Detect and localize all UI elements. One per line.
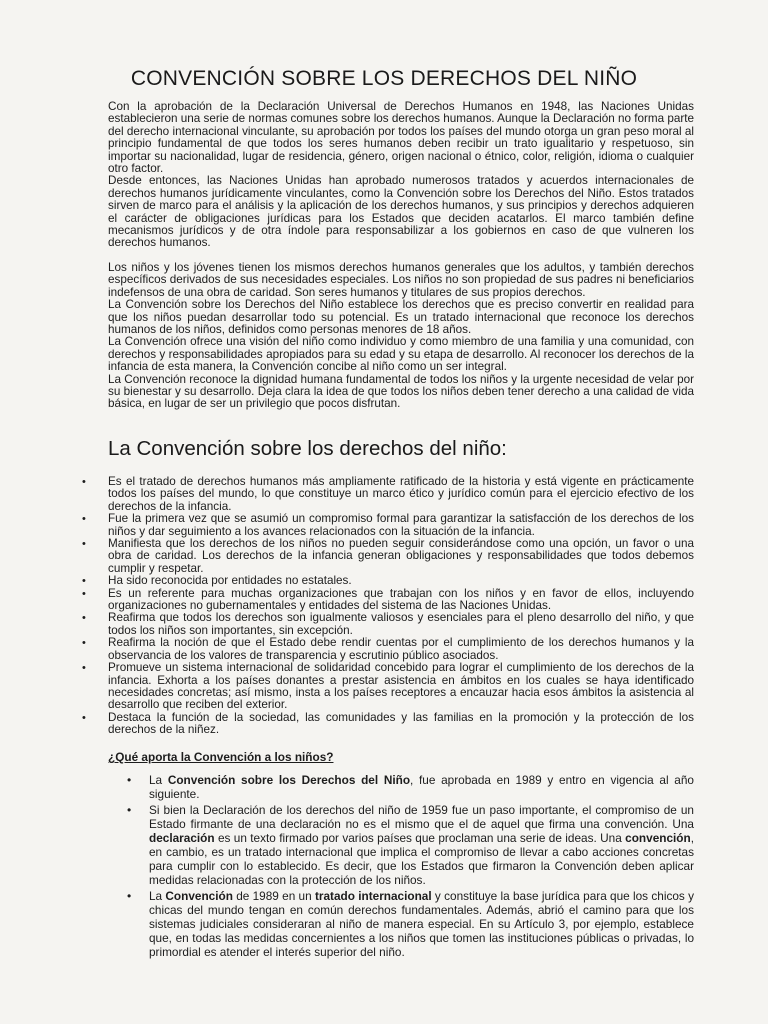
question-heading: ¿Qué aporta la Convención a los niños? <box>108 750 334 764</box>
list-item <box>124 803 694 887</box>
text-run: , fue aprobada en 1989 y entro en vigencia al año siguiente. <box>149 773 694 801</box>
list-item: • Es un referente para muchas organizaciones que trabajan con los niños y en favor de ellos, incluyendo organizaciones no gubernamentales y entidades del sistema de las Naciones Unidas. <box>82 588 694 613</box>
section-list <box>124 773 694 961</box>
page-title: CONVENCIÓN SOBRE LOS DERECHOS DEL NIÑO <box>130 67 638 90</box>
list-item: • Destaca la función de la sociedad, las comunidades y las familias en la promoción y la protección de los derechos de la niñez. <box>82 712 694 737</box>
text-run: de 1989 en un <box>232 889 315 903</box>
bold-text: Convención <box>165 889 233 903</box>
text-run: Si bien la Declaración de los derechos del niño de 1959 fue un paso importante, el compromiso de un Estado firmante de una declaración no es el mismo que el de aquel que firma una convención. Una <box>149 803 694 831</box>
bold-text: Convención sobre los Derechos del Niño <box>167 773 411 787</box>
text-run: es un texto firmado por varios países que proclaman una serie de ideas. Una <box>214 831 626 845</box>
intro-paragraph: Los niños y los jóvenes tienen los mismos derechos humanos generales que los adultos, y también derechos específicos derivados de sus necesidades especiales. Los niños no son propiedad de sus padres ni beneficiarios indefensos de una obra de caridad. Son seres humanos y titulares de sus propios derechos. <box>108 260 694 299</box>
list-item: • Ha sido reconocida por entidades no estatales. <box>82 575 694 587</box>
intro-paragraph: Desde entonces, las Naciones Unidas han aprobado numerosos tratados y acuerdos internacionales de derechos humanos jurídicamente vinculantes, como la Convención sobre los Derechos del Niño. Estos tratados sirven de marco para el análisis y la aplicación de los derechos humanos, y sus principios y derechos adquieren el carácter de obligaciones jurídicas para los Estados que deciden acatarlos. El marco también define mecanismos jurídicos y de otra índole para responsabilizar a los gobiernos en caso de que vulneren los derechos humanos. <box>108 174 694 250</box>
section-heading: La Convención sobre los derechos del niño: <box>108 437 507 460</box>
list-item: • Promueve un sistema internacional de solidaridad concebido para lograr el cumplimiento de los derechos de la infancia. Exhorta a los países donantes a prestar asistencia en ámbitos en los cuales se haya identificado necesidades concretas; así mismo, insta a los países receptores a encauzar hacia esos ámbitos la asistencia al desarrollo que reciben del exterior. <box>82 662 694 712</box>
list-item: • Reafirma que todos los derechos son igualmente valiosos y esenciales para el pleno desarrollo del niño, y que todos los niños son importantes, sin excepción. <box>82 612 694 637</box>
list-item <box>124 889 694 959</box>
intro-paragraph: La Convención reconoce la dignidad humana fundamental de todos los niños y la urgente necesidad de velar por su bienestar y su desarrollo. Deja clara la idea de que todos los niños deben tener derecho a una calidad de vida básica, en lugar de ser un privilegio que pocos disfrutan. <box>108 372 694 411</box>
list-item: • Fue la primera vez que se asumió un compromiso formal para garantizar la satisfacción de los derechos de los niños y dar seguimiento a los avances relacionados con la situación de la infancia. <box>82 513 694 538</box>
bold-text: tratado internacional <box>314 889 432 903</box>
text-run: La <box>149 773 168 787</box>
list-item: • Manifiesta que los derechos de los niños no pueden seguir considerándose como una opción, un favor o una obra de caridad. Los derechos de la infancia generan obligaciones y responsabilidades que todos debemos cumplir y respetar. <box>82 538 694 575</box>
list-item: • Reafirma la noción de que el Estado debe rendir cuentas por el cumplimiento de los derechos humanos y la observancia de los valores de transparencia y escrutinio público asociados. <box>82 637 694 662</box>
intro-paragraph: La Convención sobre los Derechos del Niño establece los derechos que es preciso convertir en realidad para que los niños puedan desarrollar todo su potencial. Es un tratado internacional que reconoce los derechos humanos de los niños, definidos como personas menores de 18 años. <box>108 298 694 336</box>
bold-text: declaración <box>149 831 215 845</box>
list-item <box>124 773 694 801</box>
bullet-list <box>82 476 694 737</box>
text-run: y constituye la base jurídica para que los chicos y chicas del mundo tengan en común derechos fundamentales. Además, abrió el camino para que los sistemas judiciales consideraran al niño de manera especial. En su Artículo 3, por ejemplo, establece que, en todas las medidas concernientes a los niños que tomen las instituciones públicas o privadas, lo primordial es atender el interés superior del niño. <box>149 889 694 959</box>
text-run: La <box>149 889 166 903</box>
bold-text: convención <box>625 831 691 845</box>
intro-text <box>108 101 694 411</box>
text-run: , en cambio, es un tratado internacional que implica el compromiso de llevar a cabo acciones concretas para cumplir con lo establecido. Es decir, que los Estados que firmaron la Convención deben aplicar medidas relacionadas con la protección de los niños. <box>149 831 694 887</box>
intro-paragraph: La Convención ofrece una visión del niño como individuo y como miembro de una familia y una comunidad, con derechos y responsabilidades apropiados para su edad y su etapa de desarrollo. Al reconocer los derechos de la infancia de esta manera, la Convención concibe al niño como un ser integral. <box>108 335 694 374</box>
intro-paragraph: Con la aprobación de la Declaración Universal de Derechos Humanos en 1948, las Naciones Unidas establecieron una serie de normas comunes sobre los derechos humanos. Aunque la Declaración no forma parte del derecho internacional vinculante, su aprobación por todos los países del mundo otorga un gran peso moral al principio fundamental de que todos los seres humanos deben recibir un trato igualitario y respetuoso, sin importar su nacionalidad, lugar de residencia, género, origen nacional o étnico, color, religión, idioma o cualquier otro factor. <box>108 100 695 176</box>
list-item: • Es el tratado de derechos humanos más ampliamente ratificado de la historia y está vigente en prácticamente todos los países del mundo, lo que constituye un marco ético y jurídico común para el ejercicio efectivo de los derechos de la infancia. <box>82 476 694 513</box>
